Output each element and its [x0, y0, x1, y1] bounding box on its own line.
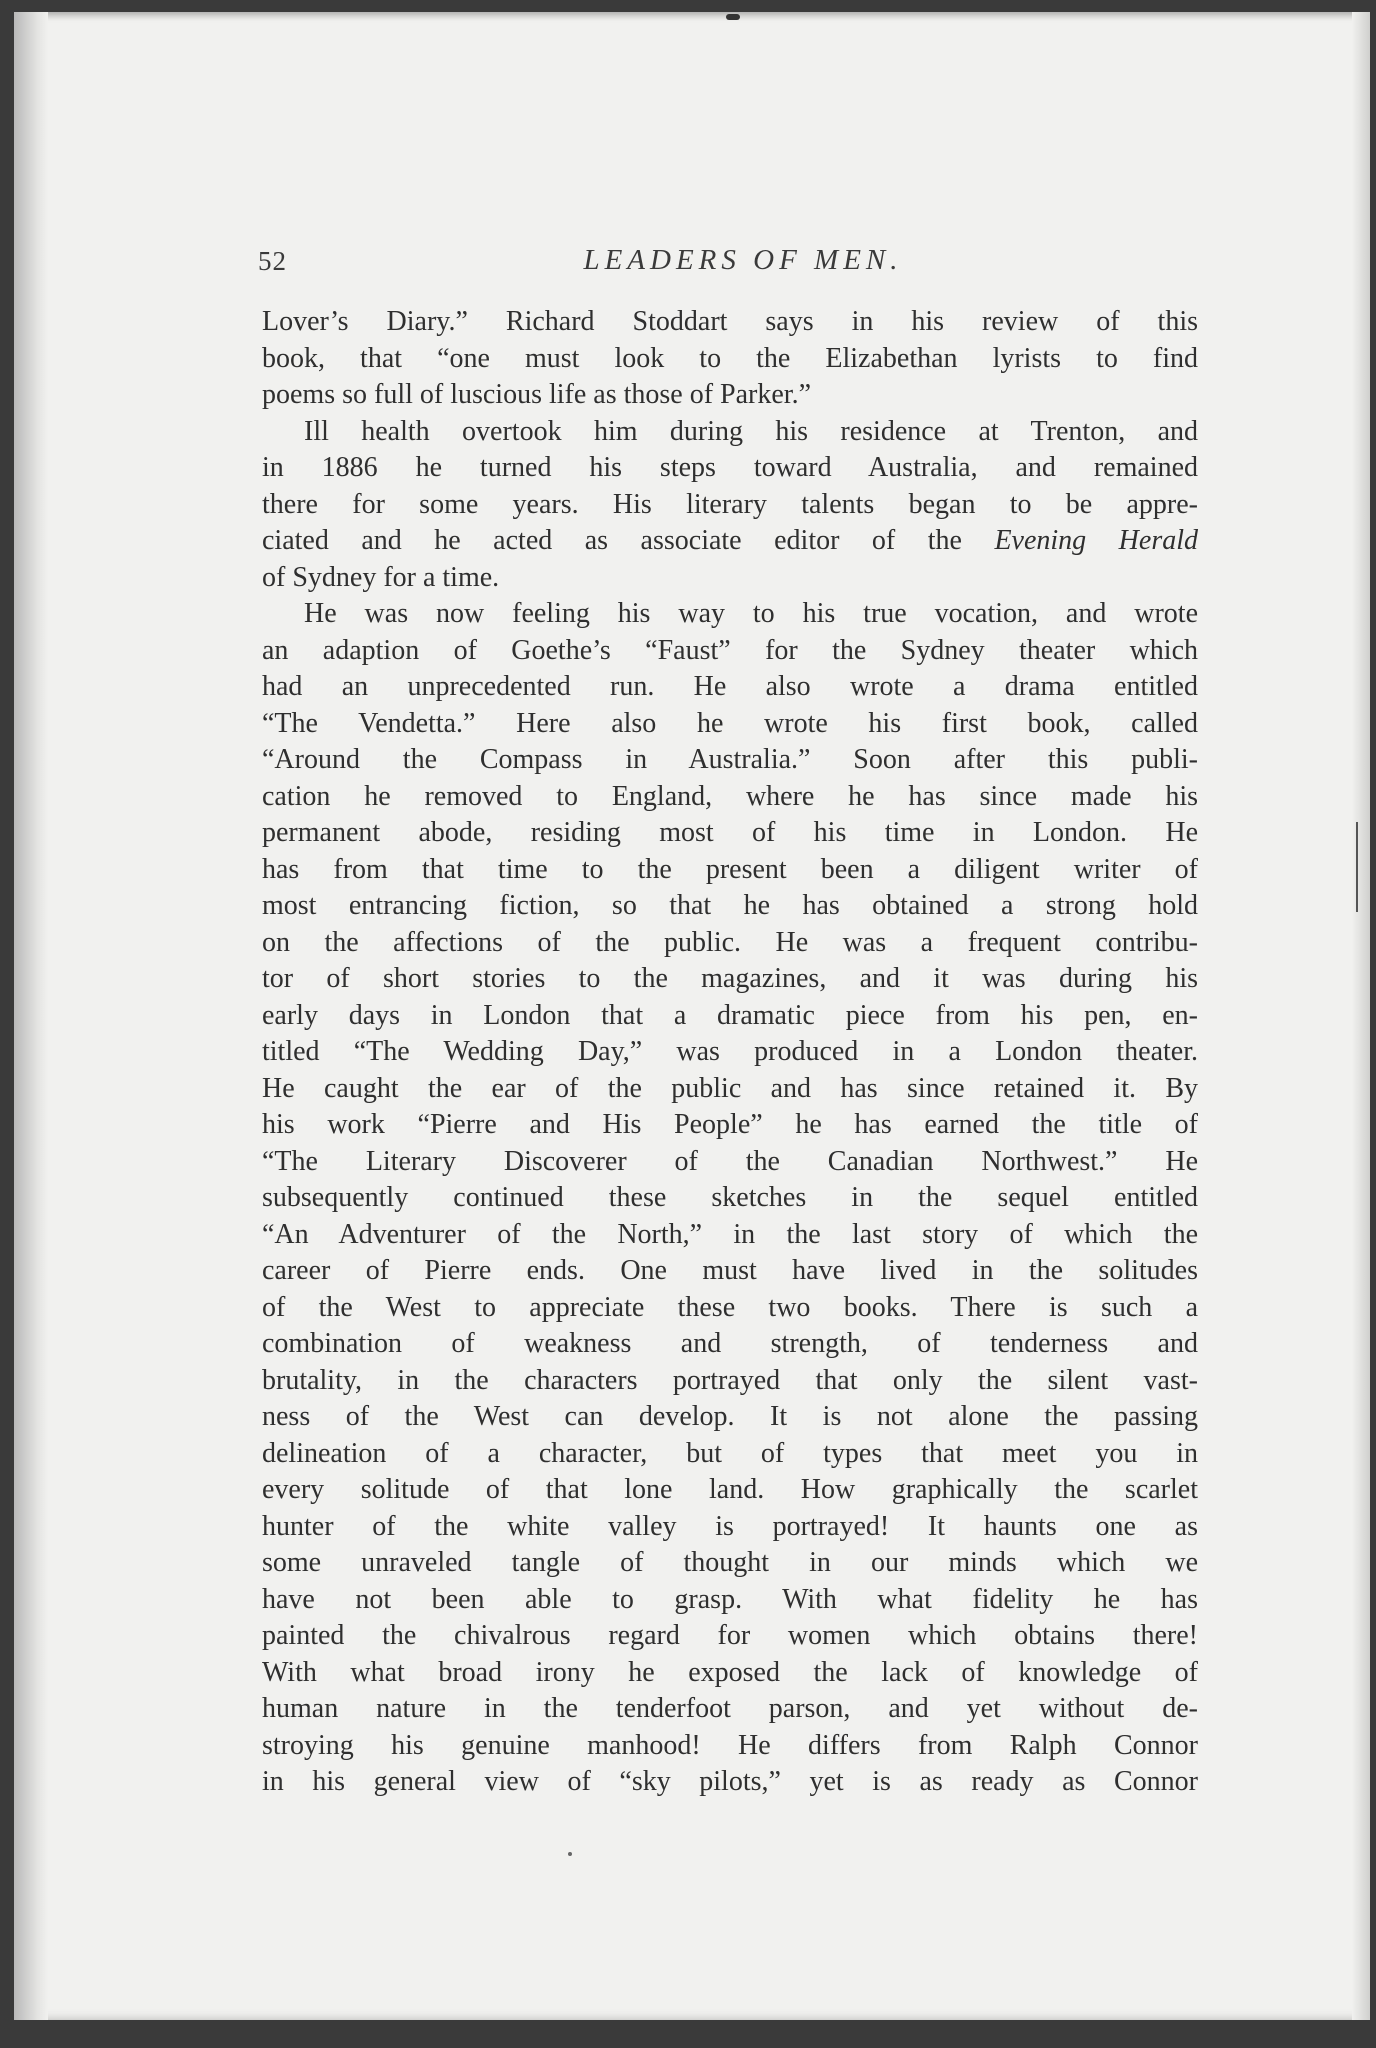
text-line: his work “Pierre and His People” he has earned the title of — [262, 1109, 1198, 1140]
running-header — [248, 244, 1210, 284]
text-line: brutality, in the characters portrayed that only the silent vast- — [262, 1364, 1198, 1396]
body-text — [262, 304, 1198, 1801]
scan-mark — [1356, 822, 1358, 912]
text-line: in his general view of “sky pilots,” yet is as ready as Connor — [262, 1766, 1198, 1797]
text-segment: ciated and he acted as associate editor of the — [262, 525, 995, 556]
text-line: “An Adventurer of the North,” in the last story of which the — [262, 1218, 1198, 1250]
text-line: early days in London that a dramatic piece from his pen, en- — [262, 999, 1198, 1031]
text-line: of the West to appreciate these two books. There is such a — [262, 1291, 1198, 1323]
text-line: Ill health overtook him during his residence at Trenton, and — [304, 415, 1198, 447]
text-line: on the affections of the public. He was a frequent contribu- — [262, 926, 1198, 958]
text-line: in 1886 he turned his steps toward Australia, and remained — [262, 452, 1198, 483]
text-line: ness of the West can develop. It is not alone the passing — [262, 1401, 1198, 1432]
text-line: tor of short stories to the magazines, and it was during his — [262, 963, 1198, 994]
text-line: combination of weakness and strength, of tenderness and — [262, 1328, 1198, 1359]
text-line: “Around the Compass in Australia.” Soon after this publi- — [262, 744, 1198, 775]
text-line: had an unprecedented run. He also wrote a drama entitled — [262, 671, 1198, 702]
text-line: With what broad irony he exposed the lack of knowledge of — [262, 1656, 1198, 1688]
page-edge-shadow — [1352, 12, 1370, 2020]
text-line: hunter of the white valley is portrayed! It haunts one as — [262, 1510, 1198, 1542]
text-line: career of Pierre ends. One must have lived in the solitudes — [262, 1255, 1198, 1286]
text-line: some unraveled tangle of thought in our minds which we — [262, 1547, 1198, 1578]
text-line: permanent abode, residing most of his time in London. He — [262, 817, 1198, 848]
ink-speck — [568, 1852, 572, 1856]
text-line: delineation of a character, but of types that meet you in — [262, 1437, 1198, 1469]
text-line: has from that time to the present been a diligent writer of — [262, 853, 1198, 885]
text-line: most entrancing fiction, so that he has obtained a strong hold — [262, 890, 1198, 921]
page-gutter-shadow — [14, 12, 48, 2020]
text-line: there for some years. His literary talents began to be appre- — [262, 488, 1198, 520]
text-line: book, that “one must look to the Elizabethan lyrists to find — [262, 342, 1198, 374]
text-line: human nature in the tenderfoot parson, and yet without de- — [262, 1693, 1198, 1724]
text-line: an adaption of Goethe’s “Faust” for the Sydney theater which — [262, 634, 1198, 666]
text-line: poems so full of luscious life as those of Parker.” — [262, 379, 812, 410]
binding-mark — [726, 14, 740, 20]
text-line — [262, 523, 1198, 560]
text-line: “The Vendetta.” Here also he wrote his first book, called — [262, 707, 1198, 739]
text-line: He was now feeling his way to his true vocation, and wrote — [304, 598, 1198, 629]
page-number: 52 — [258, 246, 287, 276]
text-line: cation he removed to England, where he has since made his — [262, 780, 1198, 812]
text-line: subsequently continued these sketches in the sequel entitled — [262, 1182, 1198, 1213]
text-line: titled “The Wedding Day,” was produced in a London theater. — [262, 1036, 1198, 1067]
text-line: Lover’s Diary.” Richard Stoddart says in his review of this — [262, 306, 1198, 337]
text-line: “The Literary Discoverer of the Canadian Northwest.” He — [262, 1145, 1198, 1177]
running-title: LEADERS OF MEN. — [583, 244, 903, 276]
text-line: have not been able to grasp. With what fidelity he has — [262, 1583, 1198, 1615]
text-line: He caught the ear of the public and has since retained it. By — [262, 1072, 1198, 1104]
text-line: of Sydney for a time. — [262, 561, 500, 593]
text-line: stroying his genuine manhood! He differs from Ralph Connor — [262, 1729, 1198, 1761]
newspaper-title: Evening Herald — [994, 525, 1198, 556]
text-line: painted the chivalrous regard for women which obtains there! — [262, 1620, 1198, 1651]
text-line: every solitude of that lone land. How graphically the scarlet — [262, 1474, 1198, 1505]
